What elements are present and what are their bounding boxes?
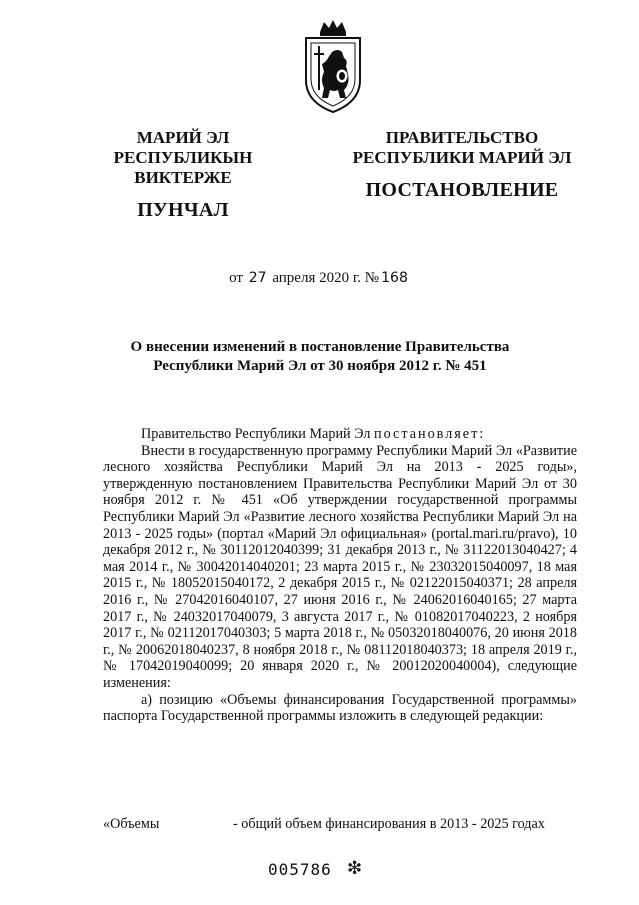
intro-colon: : [479,426,484,442]
header-left-line2: ВИКТЕРЖЕ [134,168,232,187]
header-left-doc-type: ПУНЧАЛ [137,199,229,221]
intro-spaced-word: постановляет [373,426,480,442]
date-day: 27 [248,270,267,286]
document-title [100,338,540,376]
intro-paragraph [103,426,577,443]
header-right-block [352,128,572,200]
date-month-year: апреля 2020 г. № [272,270,380,286]
star-mark-icon: ❇ [347,858,363,879]
coat-of-arms-emblem [302,18,364,114]
funding-row-label: «Объемы [103,816,160,832]
main-paragraph: Внести в государственную программу Республики Марий Эл «Развитие лесного хозяйства Республики Марий Эл на 2013 - 2025 годы», утвержденную постановлением Правительства Республики Марий Эл от 30 ноября 2012 г. № 451 «Об утверждении государственной программы Республики Марий Эл «Развитие лесного хозяйства Республики Марий Эл на 2013 - 2025 годы» (портал «Марий Эл официальная» (portal.mari.ru/pravo), 10 декабря 2012 г., № 30112012040399; 31 декабря 2013 г., № 31122013040427; 4 мая 2014 г., № 30042014040201; 23 марта 2015 г., № 23032015040097, 18 мая 2015 г., № 18052015040172, 2 декабря 2015 г., № 02122015040371; 28 апреля 2016 г., № 27042016040107, 27 июня 2016 г., № 24062016040165; 27 марта 2017 г., № 24032017040079, 3 августа 2017 г., № 01082017040223, 2 ноября 2017 г., № 02112017040303; 5 марта 2018 г., № 05032018040076, 20 июня 2018 г., № 20062018040237, 8 ноября 2018 г., № 08112018040373; 18 апреля 2019 г., № 17042019040099; 20 января 2020 г., № 20012020040004), следующие изменения: [103,442,577,691]
title-line2: Республики Марий Эл от 30 ноября 2012 г. № 451 [153,358,487,374]
document-body [103,426,577,725]
serial-number: 005786 [268,860,332,879]
item-a-paragraph: а) позицию «Объемы финансирования Государственной программы» паспорта Государственной программы изложить в следующей редакции: [103,691,577,725]
header-left-line1: МАРИЙ ЭЛ РЕСПУБЛИКЫН [113,128,253,167]
header-left-block [74,128,292,220]
intro-text: Правительство Республики Марий Эл [141,426,374,442]
header-right-line1: ПРАВИТЕЛЬСТВО [385,128,539,147]
header-right-line2: РЕСПУБЛИКИ МАРИЙ ЭЛ [352,148,572,167]
funding-row-text: - общий объем финансирования в 2013 - 2025 годах [233,816,545,832]
date-line [0,270,639,287]
document-number: 168 [381,270,408,286]
date-prefix: от [229,270,243,286]
title-line1: О внесении изменений в постановление Правительства [130,339,510,355]
header-right-doc-type: ПОСТАНОВЛЕНИЕ [365,179,559,201]
